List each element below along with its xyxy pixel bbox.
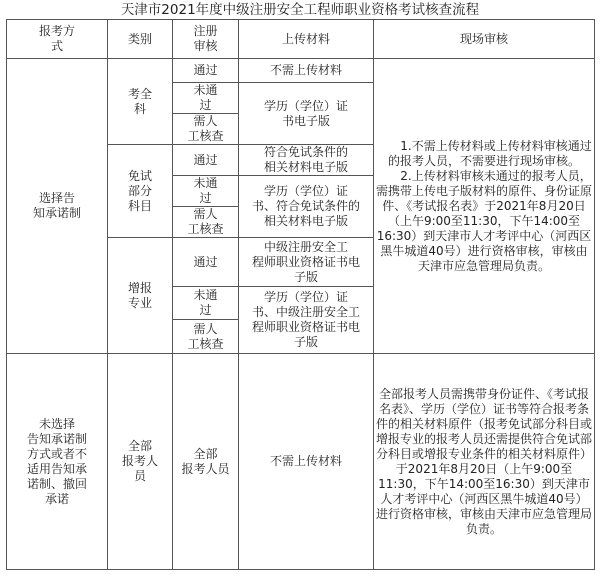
table-row xyxy=(7,354,595,570)
review-fail: 未通 过 xyxy=(173,83,239,114)
header-onsite: 现场审核 xyxy=(374,20,595,59)
review-pass: 通过 xyxy=(173,59,239,83)
onsite-commit-p2: 2.上传材料审核未通过的报考人员，需携带上传电子版材料的原件、身份证原件、《考试报名表》于2021年8月20日（上午9:00至11:30，下午14:00至16:30）到天津市人才考评中心（河西区黑牛城道40号）进行资格审核，审核由天津市应急管理局负责。 xyxy=(376,168,593,273)
onsite-commit-p1: 1.不需上传材料或上传材料审核通过的报考人员，不需要进行现场审核。 xyxy=(387,138,592,168)
review-manual: 需人 工核查 xyxy=(173,207,239,238)
verification-table xyxy=(6,19,595,570)
review-all: 全部 报考人员 xyxy=(173,354,239,570)
upload-cell: 不需上传材料 xyxy=(239,59,374,83)
review-fail: 未通 过 xyxy=(173,287,239,320)
upload-cell: 学历（学位）证 书电子版 xyxy=(239,83,374,145)
header-category: 类别 xyxy=(108,20,173,59)
upload-cell: 学历（学位）证 书、符合免试条件的 相关材料电子版 xyxy=(239,176,374,238)
upload-cell: 中级注册安全工 程师职业资格证书电 子版 xyxy=(239,238,374,287)
header-row xyxy=(7,20,595,59)
review-pass: 通过 xyxy=(173,238,239,287)
onsite-all-cell: 全部报考人员需携带身份证件、《考试报名表》、学历（学位）证书等符合报考条件的相关材料原件（报考免试部分科目或增报专业的报考人员还需提供符合免试部分科目或增报专业条件的相关材料原件）于2021年8月20日（上午9:00至11:30，下午14:00至16:30）到天津市人才考评中心（河西区黑牛城道40号）进行资格审核，审核由天津市应急管理局负责。 xyxy=(374,354,595,570)
category-full: 考全 科 xyxy=(108,59,173,145)
category-exempt: 免试 部分 科目 xyxy=(108,145,173,238)
upload-cell: 符合免试条件的 相关材料电子版 xyxy=(239,145,374,176)
page-title: 天津市2021年度中级注册安全工程师职业资格考试核查流程 xyxy=(120,2,480,18)
category-extra: 增报 专业 xyxy=(108,238,173,354)
review-fail: 未通 过 xyxy=(173,176,239,207)
review-pass: 通过 xyxy=(173,145,239,176)
onsite-commit-cell xyxy=(374,59,595,354)
mode-commit-cell: 选择告 知承诺制 xyxy=(7,59,108,354)
table-row xyxy=(7,59,595,83)
category-all: 全部 报考人 员 xyxy=(108,354,173,570)
review-manual: 需人 工核查 xyxy=(173,114,239,145)
mode-no-commit-cell: 未选择 告知承诺制 方式或者不 适用告知承 诺制、撤回 承诺 xyxy=(7,354,108,570)
upload-cell: 不需上传材料 xyxy=(239,354,374,570)
upload-cell: 学历（学位）证 书、中级注册安全工 程师职业资格证书电 子版 xyxy=(239,287,374,354)
header-reg-review: 注册 审核 xyxy=(173,20,239,59)
header-upload: 上传材料 xyxy=(239,20,374,59)
review-manual: 需人 工核查 xyxy=(173,320,239,354)
header-mode: 报考方 式 xyxy=(7,20,108,59)
